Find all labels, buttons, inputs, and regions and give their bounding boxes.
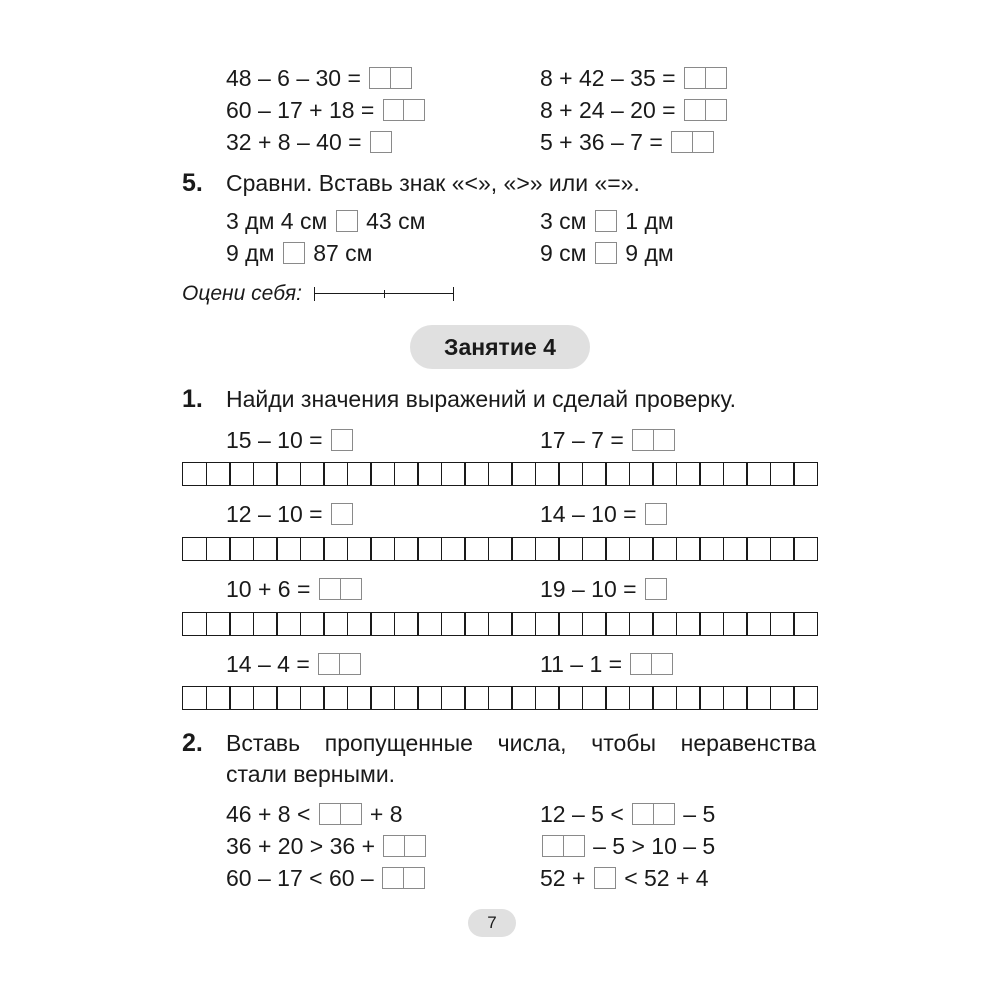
grid-cell[interactable]: [182, 612, 207, 636]
comparison-right-value: 43 см: [366, 208, 426, 234]
expression-text: 60 – 17 + 18 =: [226, 97, 375, 123]
grid-cell[interactable]: [511, 612, 536, 636]
inequality-text: 60 – 17 < 60 –: [226, 865, 374, 891]
answer-box[interactable]: [383, 99, 426, 121]
answer-cell[interactable]: [632, 803, 654, 825]
grid-cell[interactable]: [347, 612, 372, 636]
grid-cell[interactable]: [605, 537, 630, 561]
comparison-left-value: 9 см: [540, 240, 587, 266]
grid-cell[interactable]: [699, 686, 724, 710]
grid-cell[interactable]: [417, 686, 442, 710]
expression-line: [226, 62, 427, 94]
answer-box[interactable]: [370, 131, 392, 153]
grid-cell[interactable]: [253, 686, 278, 710]
expression-line: [226, 94, 427, 126]
grid-cell[interactable]: [276, 537, 301, 561]
task2-right-inequalities: [540, 798, 715, 894]
task1-expression-left: [226, 424, 355, 456]
answer-box[interactable]: [318, 653, 361, 675]
grid-cell[interactable]: [652, 462, 677, 486]
grid-cell[interactable]: [253, 537, 278, 561]
grid-cell[interactable]: [535, 612, 560, 636]
answer-cell[interactable]: [404, 835, 426, 857]
inequality-text: + 8: [369, 801, 403, 827]
expression-line: [226, 862, 428, 894]
grid-cell[interactable]: [323, 462, 348, 486]
answer-box[interactable]: [645, 503, 667, 525]
answer-cell[interactable]: [383, 99, 405, 121]
grid-cell[interactable]: [488, 612, 513, 636]
answer-box[interactable]: [382, 867, 425, 889]
check-grid-row[interactable]: [182, 462, 818, 486]
scale-end-tick: [453, 287, 454, 301]
grid-cell[interactable]: [558, 686, 583, 710]
task1-expression-left: [226, 648, 363, 680]
grid-cell[interactable]: [323, 686, 348, 710]
grid-cell[interactable]: [300, 537, 325, 561]
grid-cell[interactable]: [652, 612, 677, 636]
grid-cell[interactable]: [582, 462, 607, 486]
answer-box[interactable]: [595, 242, 617, 264]
grid-cell[interactable]: [723, 537, 748, 561]
expression-text: 10 + 6 =: [226, 576, 311, 602]
grid-cell[interactable]: [535, 537, 560, 561]
grid-cell[interactable]: [746, 537, 771, 561]
grid-cell[interactable]: [253, 462, 278, 486]
grid-cell[interactable]: [652, 686, 677, 710]
check-grid-row[interactable]: [182, 537, 818, 561]
inequality-text: 46 + 8 <: [226, 801, 311, 827]
task5-instruction: Сравни. Вставь знак «<», «>» или «=».: [226, 170, 640, 196]
expression-line: [540, 237, 674, 269]
answer-cell[interactable]: [390, 67, 412, 89]
answer-cell[interactable]: [594, 867, 616, 889]
grid-cell[interactable]: [370, 686, 395, 710]
grid-cell[interactable]: [746, 612, 771, 636]
grid-cell[interactable]: [723, 462, 748, 486]
answer-cell[interactable]: [403, 99, 425, 121]
answer-box[interactable]: [630, 653, 673, 675]
grid-cell[interactable]: [511, 686, 536, 710]
grid-cell[interactable]: [417, 612, 442, 636]
answer-box[interactable]: [645, 578, 667, 600]
grid-cell[interactable]: [347, 462, 372, 486]
grid-cell[interactable]: [300, 612, 325, 636]
grid-cell[interactable]: [676, 686, 701, 710]
answer-cell[interactable]: [653, 803, 675, 825]
task1-expression-right: [540, 424, 677, 456]
task1-expression-left: [226, 573, 364, 605]
grid-cell[interactable]: [629, 537, 654, 561]
answer-cell[interactable]: [684, 67, 706, 89]
grid-cell[interactable]: [206, 686, 231, 710]
answer-cell[interactable]: [331, 429, 353, 451]
inequality-text: 12 – 5 <: [540, 801, 624, 827]
grid-cell[interactable]: [464, 686, 489, 710]
comparison-left-value: 3 см: [540, 208, 587, 234]
grid-cell[interactable]: [347, 686, 372, 710]
grid-cell[interactable]: [723, 612, 748, 636]
grid-cell[interactable]: [394, 686, 419, 710]
grid-cell[interactable]: [511, 537, 536, 561]
grid-cell[interactable]: [793, 537, 818, 561]
expression-line: [540, 126, 729, 158]
answer-box[interactable]: [671, 131, 714, 153]
answer-cell[interactable]: [595, 242, 617, 264]
grid-cell[interactable]: [206, 612, 231, 636]
grid-cell[interactable]: [300, 462, 325, 486]
task5-right-comparisons: [540, 205, 674, 269]
grid-cell[interactable]: [699, 612, 724, 636]
grid-cell[interactable]: [770, 686, 795, 710]
grid-cell[interactable]: [441, 686, 466, 710]
check-grid-row[interactable]: [182, 612, 818, 636]
grid-cell[interactable]: [464, 462, 489, 486]
grid-cell[interactable]: [206, 462, 231, 486]
answer-box[interactable]: [319, 578, 362, 600]
comparison-right-value: 9 дм: [625, 240, 674, 266]
expression-text: 8 + 42 – 35 =: [540, 65, 676, 91]
grid-cell[interactable]: [488, 686, 513, 710]
grid-cell[interactable]: [605, 612, 630, 636]
answer-box[interactable]: [594, 867, 616, 889]
expression-line: [226, 424, 355, 456]
grid-cell[interactable]: [276, 686, 301, 710]
expression-line: [540, 830, 715, 862]
expression-text: 32 + 8 – 40 =: [226, 129, 362, 155]
grid-cell[interactable]: [370, 537, 395, 561]
task1-expression-right: [540, 648, 675, 680]
answer-cell[interactable]: [339, 653, 361, 675]
grid-cell[interactable]: [370, 462, 395, 486]
expression-line: [226, 830, 428, 862]
answer-box[interactable]: [319, 803, 362, 825]
expression-text: 15 – 10 =: [226, 427, 323, 453]
expression-line: [226, 648, 363, 680]
answer-box[interactable]: [383, 835, 426, 857]
task1-number: 1.: [182, 385, 203, 413]
grid-cell[interactable]: [629, 462, 654, 486]
grid-cell[interactable]: [276, 612, 301, 636]
answer-box[interactable]: [684, 67, 727, 89]
grid-cell[interactable]: [441, 612, 466, 636]
expression-text: 8 + 24 – 20 =: [540, 97, 676, 123]
answer-box[interactable]: [542, 835, 585, 857]
grid-cell[interactable]: [300, 686, 325, 710]
answer-cell[interactable]: [369, 67, 391, 89]
expression-text: 11 – 1 =: [540, 651, 623, 677]
expression-line: [540, 62, 729, 94]
self-evaluation: [182, 280, 454, 308]
answer-cell[interactable]: [331, 503, 353, 525]
grid-cell[interactable]: [770, 612, 795, 636]
answer-cell[interactable]: [318, 653, 340, 675]
answer-cell[interactable]: [684, 99, 706, 121]
grid-cell[interactable]: [746, 462, 771, 486]
grid-cell[interactable]: [253, 612, 278, 636]
expression-line: [540, 862, 715, 894]
task2-left-inequalities: [226, 798, 428, 894]
answer-cell[interactable]: [283, 242, 305, 264]
expression-line: [540, 648, 675, 680]
expression-text: 48 – 6 – 30 =: [226, 65, 361, 91]
grid-cell[interactable]: [535, 462, 560, 486]
answer-cell[interactable]: [319, 578, 341, 600]
expression-text: 12 – 10 =: [226, 501, 323, 527]
answer-cell[interactable]: [382, 867, 404, 889]
expression-line: [226, 126, 427, 158]
grid-cell[interactable]: [441, 537, 466, 561]
grid-cell[interactable]: [229, 537, 254, 561]
answer-cell[interactable]: [705, 99, 727, 121]
scale-mid-tick: [384, 290, 385, 298]
inequality-text: – 5 > 10 – 5: [593, 833, 716, 859]
answer-box[interactable]: [283, 242, 305, 264]
self-evaluation-scale[interactable]: [314, 287, 454, 301]
grid-cell[interactable]: [276, 462, 301, 486]
grid-cell[interactable]: [652, 537, 677, 561]
grid-cell[interactable]: [699, 537, 724, 561]
answer-cell[interactable]: [692, 131, 714, 153]
grid-cell[interactable]: [323, 537, 348, 561]
answer-cell[interactable]: [632, 429, 654, 451]
task1-expression-left: [226, 498, 355, 530]
grid-cell[interactable]: [558, 537, 583, 561]
answer-cell[interactable]: [705, 67, 727, 89]
self-evaluation-label: Оцени себя:: [182, 282, 302, 305]
expression-text: 14 – 4 =: [226, 651, 310, 677]
grid-cell[interactable]: [629, 612, 654, 636]
answer-cell[interactable]: [370, 131, 392, 153]
expression-line: [226, 498, 355, 530]
grid-cell[interactable]: [605, 462, 630, 486]
grid-cell[interactable]: [394, 612, 419, 636]
answer-cell[interactable]: [671, 131, 693, 153]
answer-cell[interactable]: [595, 210, 617, 232]
task1-expression-right: [540, 573, 669, 605]
expression-text: 17 – 7 =: [540, 427, 624, 453]
grid-cell[interactable]: [370, 612, 395, 636]
grid-cell[interactable]: [323, 612, 348, 636]
expression-text: 5 + 36 – 7 =: [540, 129, 663, 155]
grid-cell[interactable]: [793, 612, 818, 636]
grid-cell[interactable]: [535, 686, 560, 710]
expression-line: [540, 205, 674, 237]
grid-cell[interactable]: [676, 462, 701, 486]
grid-cell[interactable]: [676, 537, 701, 561]
answer-cell[interactable]: [645, 503, 667, 525]
task2-instruction-line1: Вставь пропущенные числа, чтобы неравенства: [226, 730, 816, 756]
task1-expression-right: [540, 498, 669, 530]
grid-cell[interactable]: [676, 612, 701, 636]
answer-cell[interactable]: [563, 835, 585, 857]
scale-start-tick: [314, 287, 315, 301]
grid-cell[interactable]: [582, 686, 607, 710]
inequality-text: 36 + 20 > 36 +: [226, 833, 375, 859]
answer-box[interactable]: [595, 210, 617, 232]
comparison-right-value: 87 см: [313, 240, 373, 266]
top-expressions-left: [226, 62, 427, 158]
answer-cell[interactable]: [340, 578, 362, 600]
answer-cell[interactable]: [336, 210, 358, 232]
grid-cell[interactable]: [793, 686, 818, 710]
answer-box[interactable]: [331, 503, 353, 525]
expression-text: 14 – 10 =: [540, 501, 637, 527]
grid-cell[interactable]: [394, 462, 419, 486]
grid-cell[interactable]: [723, 686, 748, 710]
grid-cell[interactable]: [582, 537, 607, 561]
answer-cell[interactable]: [340, 803, 362, 825]
task2-instruction-line2: стали верными.: [226, 761, 396, 787]
answer-cell[interactable]: [651, 653, 673, 675]
grid-cell[interactable]: [206, 537, 231, 561]
grid-cell[interactable]: [605, 686, 630, 710]
lesson-title: Занятие 4: [410, 325, 590, 369]
answer-box[interactable]: [632, 803, 675, 825]
expression-line: [540, 424, 677, 456]
grid-cell[interactable]: [417, 462, 442, 486]
comparison-left-value: 9 дм: [226, 240, 275, 266]
comparison-right-value: 1 дм: [625, 208, 674, 234]
grid-cell[interactable]: [441, 462, 466, 486]
expression-line: [540, 798, 715, 830]
answer-cell[interactable]: [319, 803, 341, 825]
page-number: 7: [468, 909, 516, 937]
grid-cell[interactable]: [746, 686, 771, 710]
task2-number: 2.: [182, 729, 203, 757]
grid-cell[interactable]: [770, 462, 795, 486]
task1-instruction: Найди значения выражений и сделай проверку.: [226, 386, 737, 412]
answer-cell[interactable]: [383, 835, 405, 857]
inequality-text: – 5: [683, 801, 716, 827]
grid-cell[interactable]: [347, 537, 372, 561]
answer-box[interactable]: [336, 210, 358, 232]
grid-cell[interactable]: [511, 462, 536, 486]
answer-cell[interactable]: [630, 653, 652, 675]
grid-cell[interactable]: [182, 462, 207, 486]
grid-cell[interactable]: [558, 612, 583, 636]
answer-box[interactable]: [331, 429, 353, 451]
grid-cell[interactable]: [229, 612, 254, 636]
grid-cell[interactable]: [558, 462, 583, 486]
grid-cell[interactable]: [793, 462, 818, 486]
answer-cell[interactable]: [653, 429, 675, 451]
inequality-text: 52 +: [540, 865, 586, 891]
answer-box[interactable]: [369, 67, 412, 89]
grid-cell[interactable]: [182, 686, 207, 710]
expression-line: [226, 237, 425, 269]
grid-cell[interactable]: [229, 686, 254, 710]
grid-cell[interactable]: [770, 537, 795, 561]
grid-cell[interactable]: [182, 537, 207, 561]
grid-cell[interactable]: [417, 537, 442, 561]
answer-cell[interactable]: [542, 835, 564, 857]
grid-cell[interactable]: [229, 462, 254, 486]
inequality-text: < 52 + 4: [624, 865, 709, 891]
answer-box[interactable]: [684, 99, 727, 121]
expression-line: [540, 94, 729, 126]
grid-cell[interactable]: [629, 686, 654, 710]
expression-line: [540, 573, 669, 605]
comparison-left-value: 3 дм 4 см: [226, 208, 328, 234]
check-grid-row[interactable]: [182, 686, 818, 710]
grid-cell[interactable]: [582, 612, 607, 636]
top-expressions-right: [540, 62, 729, 158]
grid-cell[interactable]: [394, 537, 419, 561]
grid-cell[interactable]: [464, 612, 489, 636]
expression-text: 19 – 10 =: [540, 576, 637, 602]
expression-line: [540, 498, 669, 530]
expression-line: [226, 205, 425, 237]
task5-left-comparisons: [226, 205, 425, 269]
grid-cell[interactable]: [464, 537, 489, 561]
grid-cell[interactable]: [488, 537, 513, 561]
answer-cell[interactable]: [403, 867, 425, 889]
answer-cell[interactable]: [645, 578, 667, 600]
task5-number: 5.: [182, 169, 203, 197]
grid-cell[interactable]: [699, 462, 724, 486]
expression-line: [226, 798, 428, 830]
expression-line: [226, 573, 364, 605]
grid-cell[interactable]: [488, 462, 513, 486]
answer-box[interactable]: [632, 429, 675, 451]
